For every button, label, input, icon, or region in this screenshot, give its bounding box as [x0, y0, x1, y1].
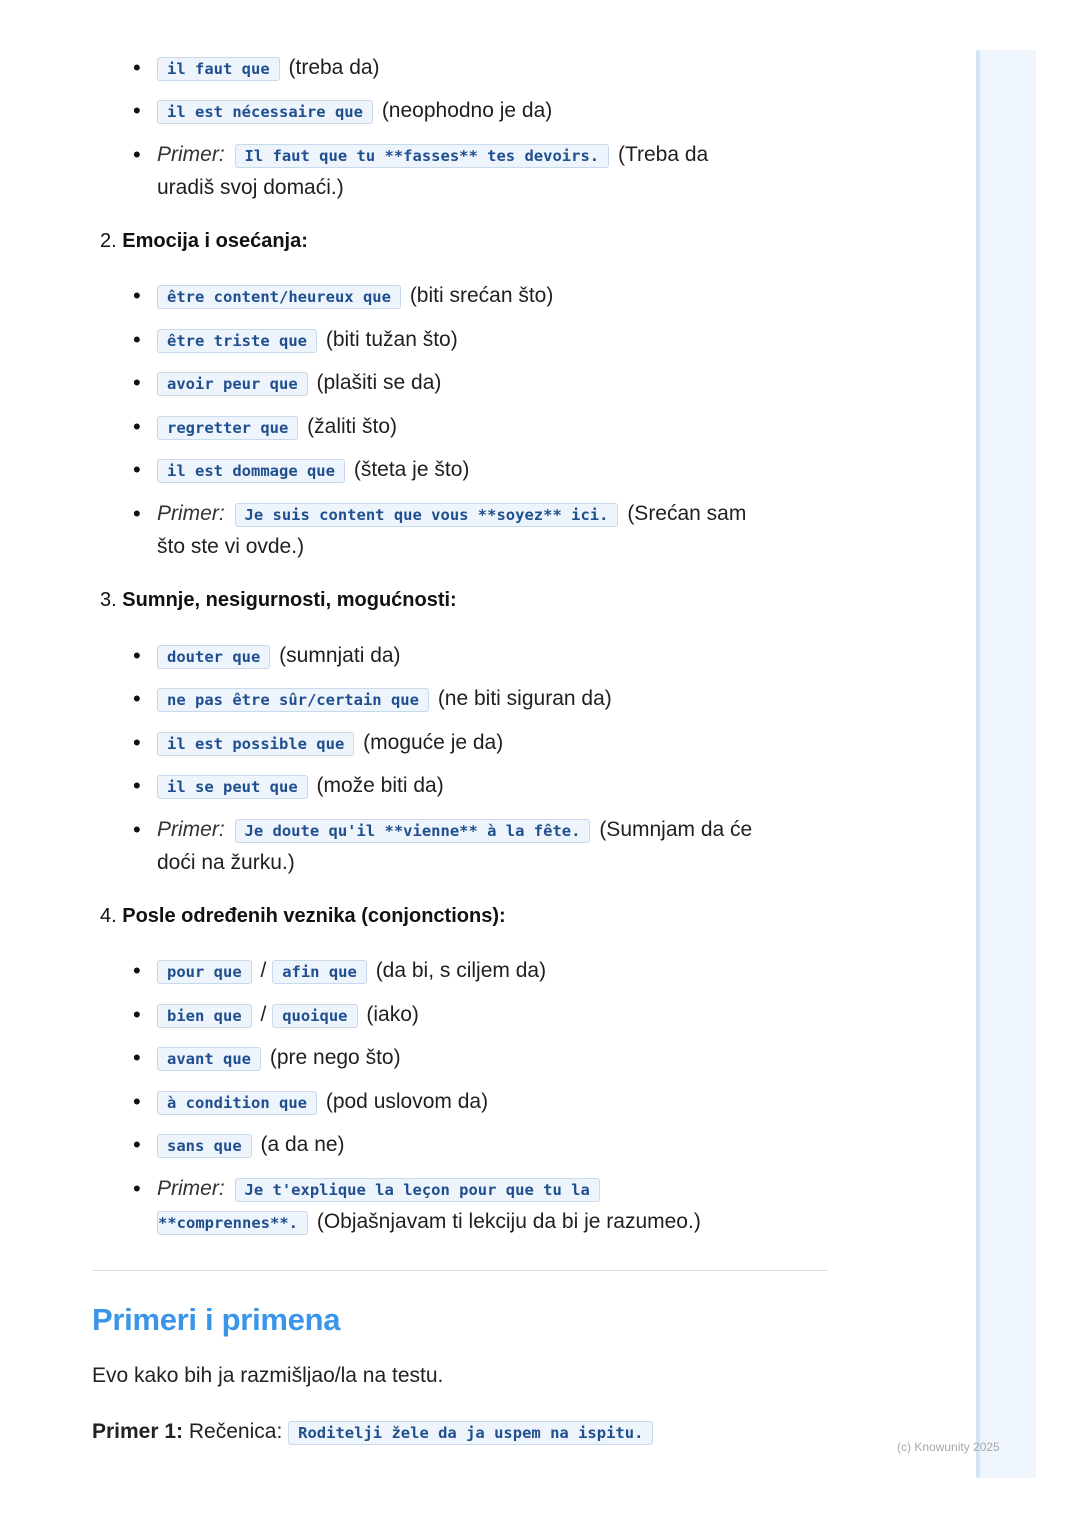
bullet-icon: •: [133, 1045, 141, 1070]
translation-text: (plašiti se da): [316, 371, 442, 394]
code-snippet: avant que: [157, 1047, 261, 1071]
section-divider: [92, 1270, 828, 1271]
translation-text: (a da ne): [260, 1133, 345, 1156]
translation-text: (Srećan sam: [627, 502, 747, 525]
translation-text: (pre nego što): [269, 1046, 401, 1069]
code-snippet: Je doute qu'il **vienne** à la fête.: [235, 819, 591, 843]
list-item: [0, 324, 827, 357]
bullet-icon: •: [133, 327, 141, 352]
list-item: [0, 770, 827, 803]
translation-text: (da bi, s ciljem da): [375, 959, 547, 982]
bullet-icon: •: [133, 414, 141, 439]
bullet-icon: •: [133, 817, 141, 842]
bullet-icon: •: [133, 55, 141, 80]
list-item: [0, 454, 827, 487]
translation-text: (Sumnjam da će: [599, 818, 753, 841]
separator: /: [260, 1003, 267, 1026]
section-title: Emocija i osećanja:: [122, 230, 308, 252]
code-snippet: il se peut que: [157, 775, 308, 799]
copyright-text: (c) Knowunity 2025: [897, 1440, 1000, 1454]
translation-text: (Objašnjavam ti lekciju da bi je razumeo.): [316, 1210, 701, 1233]
code-snippet: sans que: [157, 1134, 252, 1158]
section-title-primeri: Primeri i primena: [92, 1302, 341, 1337]
translation-text-cont: uradiš svoj domaći.): [157, 176, 344, 199]
list-item: [0, 411, 827, 444]
example-label: Primer:: [157, 502, 225, 525]
list-item: [0, 1086, 827, 1119]
list-item: [0, 367, 827, 400]
bullet-icon: •: [133, 1176, 141, 1201]
section-number: 4.: [100, 905, 117, 927]
code-snippet: être content/heureux que: [157, 285, 401, 309]
separator: /: [260, 959, 267, 982]
translation-text: (treba da): [288, 56, 380, 79]
translation-text: (može biti da): [316, 774, 444, 797]
code-snippet-cont: **comprennes**.: [157, 1211, 308, 1235]
section-number: 3.: [100, 589, 117, 611]
code-snippet: il faut que: [157, 57, 280, 81]
bullet-icon: •: [133, 1089, 141, 1114]
section-title: Posle određenih veznika (conjonctions):: [122, 905, 506, 927]
code-snippet: afin que: [272, 960, 367, 984]
translation-text: (Treba da: [617, 143, 709, 166]
code-snippet: Je t'explique la leçon pour que tu la: [235, 1178, 600, 1202]
example-label: Primer:: [157, 818, 225, 841]
list-item: [0, 999, 827, 1032]
bullet-icon: •: [133, 501, 141, 526]
translation-text: (iako): [366, 1003, 419, 1026]
code-snippet: il est nécessaire que: [157, 100, 373, 124]
section-heading: [100, 902, 506, 930]
translation-text: (sumnjati da): [279, 644, 401, 667]
example-item: [0, 814, 827, 879]
section-heading: [100, 227, 308, 255]
bullet-icon: •: [133, 1002, 141, 1027]
code-snippet: il est dommage que: [157, 459, 345, 483]
bullet-icon: •: [133, 773, 141, 798]
translation-text: (ne biti siguran da): [437, 687, 612, 710]
list-item: [0, 52, 827, 85]
code-snippet: Je suis content que vous **soyez** ici.: [235, 503, 619, 527]
list-item: [0, 1129, 827, 1162]
example-item: [0, 1173, 827, 1239]
bullet-icon: •: [133, 370, 141, 395]
section-heading: [100, 586, 457, 614]
code-snippet: pour que: [157, 960, 252, 984]
example-item: [0, 498, 827, 563]
translation-text-cont: doći na žurku.): [157, 851, 295, 874]
code-snippet: être triste que: [157, 329, 317, 353]
bullet-icon: •: [133, 643, 141, 668]
code-snippet: Roditelji žele da ja uspem na ispitu.: [288, 1421, 653, 1445]
list-item: [0, 280, 827, 313]
bullet-icon: •: [133, 1132, 141, 1157]
bullet-icon: •: [133, 730, 141, 755]
example-label: Primer:: [157, 143, 225, 166]
code-snippet: regretter que: [157, 416, 298, 440]
bullet-icon: •: [133, 958, 141, 983]
primer-1-label: Primer 1:: [92, 1420, 184, 1443]
translation-text: (biti srećan što): [409, 284, 554, 307]
example-label: Primer:: [157, 1177, 225, 1200]
bullet-icon: •: [133, 457, 141, 482]
code-snippet: ne pas être sûr/certain que: [157, 688, 429, 712]
list-item: [0, 95, 827, 128]
primer-1-text: Rečenica:: [188, 1420, 283, 1443]
code-snippet: douter que: [157, 645, 270, 669]
primer-1: [92, 1420, 656, 1444]
section-number: 2.: [100, 230, 117, 252]
translation-text: (neophodno je da): [381, 99, 553, 122]
list-item: [0, 955, 827, 988]
example-item: [0, 139, 827, 204]
translation-text-cont: što ste vi ovde.): [157, 535, 305, 558]
code-snippet: bien que: [157, 1004, 252, 1028]
code-snippet: avoir peur que: [157, 372, 308, 396]
list-item: [0, 683, 827, 716]
translation-text: (moguće je da): [363, 731, 504, 754]
side-panel: [976, 50, 1036, 1478]
translation-text: (žaliti što): [307, 415, 398, 438]
intro-text: Evo kako bih ja razmišljao/la na testu.: [92, 1364, 444, 1387]
list-item: [0, 727, 827, 760]
bullet-icon: •: [133, 142, 141, 167]
bullet-icon: •: [133, 686, 141, 711]
bullet-icon: •: [133, 98, 141, 123]
translation-text: (biti tužan što): [325, 328, 458, 351]
section-title: Sumnje, nesigurnosti, mogućnosti:: [122, 589, 457, 611]
code-snippet: Il faut que tu **fasses** tes devoirs.: [235, 144, 610, 168]
translation-text: (šteta je što): [353, 458, 470, 481]
code-snippet: il est possible que: [157, 732, 354, 756]
list-item: [0, 1042, 827, 1075]
bullet-icon: •: [133, 283, 141, 308]
list-item: [0, 640, 827, 673]
translation-text: (pod uslovom da): [325, 1090, 489, 1113]
code-snippet: quoique: [272, 1004, 357, 1028]
code-snippet: à condition que: [157, 1091, 317, 1115]
